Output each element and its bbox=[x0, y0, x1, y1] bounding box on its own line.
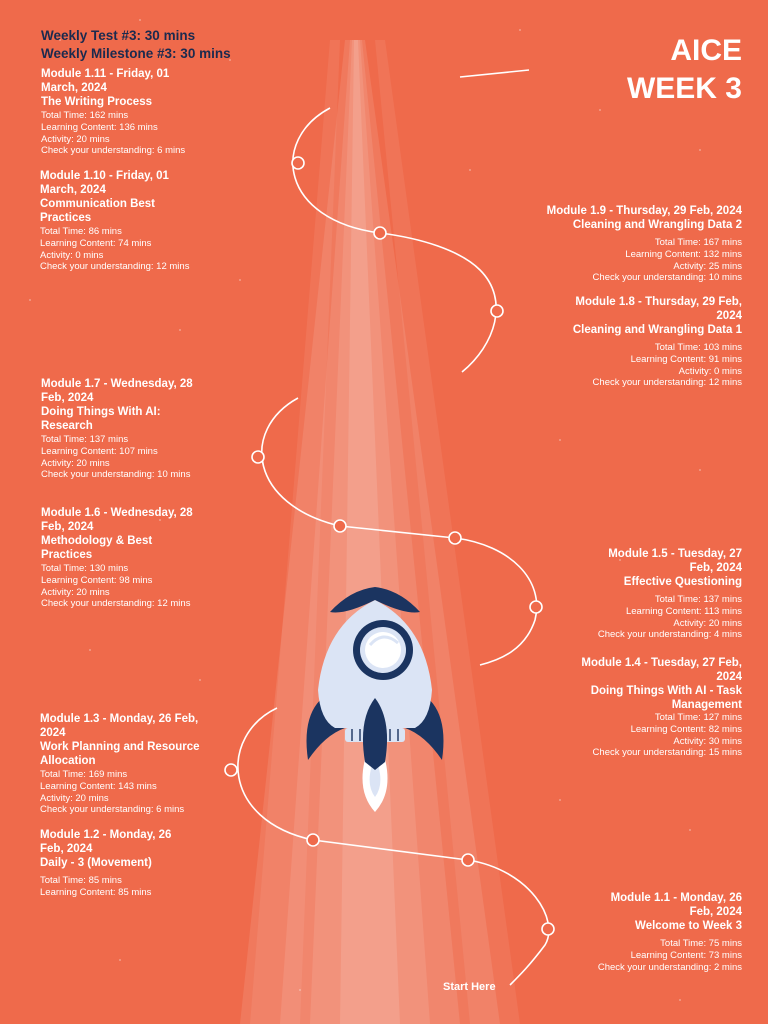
module-check-understanding: Check your understanding: 6 mins bbox=[40, 804, 185, 816]
module-total-time: Total Time: 169 mins bbox=[40, 769, 128, 780]
module-activity: Activity: 0 mins bbox=[678, 365, 742, 377]
module-activity: Activity: 20 mins bbox=[673, 617, 742, 629]
module-1-7 bbox=[41, 377, 206, 481]
module-subtitle: Doing Things With AI - Task Management bbox=[590, 685, 742, 711]
module-check-understanding: Check your understanding: 12 mins bbox=[592, 377, 742, 389]
module-check-understanding: Check your understanding: 10 mins bbox=[592, 272, 742, 284]
module-check-understanding: Check your understanding: 6 mins bbox=[41, 145, 186, 157]
module-subtitle: Cleaning and Wrangling Data 1 bbox=[572, 324, 742, 336]
module-1-1 bbox=[592, 891, 742, 973]
module-activity: Activity: 20 mins bbox=[41, 457, 110, 469]
module-1-10 bbox=[40, 169, 200, 273]
module-check-understanding: Check your understanding: 12 mins bbox=[41, 598, 191, 610]
module-1-5 bbox=[592, 547, 742, 641]
module-title: Module 1.3 - Monday, 26 Feb, 2024 bbox=[40, 713, 199, 739]
module-title: Module 1.8 - Thursday, 29 Feb, 2024 bbox=[575, 296, 742, 322]
module-activity: Activity: 20 mins bbox=[41, 133, 110, 145]
module-learning-content: Learning Content: 98 mins bbox=[41, 574, 153, 586]
module-learning-content: Learning Content: 91 mins bbox=[630, 353, 742, 365]
module-total-time: Total Time: 85 mins bbox=[40, 875, 122, 886]
module-total-time: Total Time: 127 mins bbox=[654, 712, 742, 723]
module-subtitle: Methodology & Best Practices bbox=[41, 535, 153, 561]
module-check-understanding: Check your understanding: 4 mins bbox=[597, 629, 742, 641]
module-subtitle: Cleaning and Wrangling Data 2 bbox=[572, 219, 742, 231]
weekly-milestone-label: Weekly Milestone #3: 30 mins bbox=[41, 46, 231, 61]
module-total-time: Total Time: 167 mins bbox=[654, 237, 742, 248]
module-title: Module 1.9 - Thursday, 29 Feb, 2024 bbox=[546, 205, 742, 217]
module-subtitle: The Writing Process bbox=[41, 96, 152, 108]
title-line-1: AICE bbox=[670, 34, 742, 67]
module-learning-content: Learning Content: 82 mins bbox=[630, 723, 742, 735]
module-subtitle: Communication Best Practices bbox=[40, 198, 156, 224]
module-subtitle: Work Planning and Resource Allocation bbox=[40, 741, 200, 767]
module-learning-content: Learning Content: 85 mins bbox=[40, 886, 152, 898]
module-1-8 bbox=[557, 295, 742, 389]
module-learning-content: Learning Content: 143 mins bbox=[40, 780, 157, 792]
module-1-9 bbox=[502, 204, 742, 284]
module-1-3 bbox=[40, 712, 205, 816]
module-check-understanding: Check your understanding: 10 mins bbox=[41, 469, 191, 481]
module-subtitle: Daily - 3 (Movement) bbox=[40, 857, 152, 869]
module-title: Module 1.5 - Tuesday, 27 Feb, 2024 bbox=[608, 548, 742, 574]
module-title: Module 1.10 - Friday, 01 March, 2024 bbox=[40, 170, 169, 196]
module-title: Module 1.2 - Monday, 26 Feb, 2024 bbox=[40, 829, 172, 855]
module-subtitle: Effective Questioning bbox=[623, 576, 742, 588]
module-subtitle: Welcome to Week 3 bbox=[635, 920, 742, 932]
module-total-time: Total Time: 86 mins bbox=[40, 226, 122, 237]
module-activity: Activity: 25 mins bbox=[673, 260, 742, 272]
module-learning-content: Learning Content: 113 mins bbox=[625, 605, 742, 617]
page-title bbox=[627, 32, 742, 108]
start-here-label: Start Here bbox=[443, 981, 496, 993]
module-1-11 bbox=[41, 67, 201, 157]
module-learning-content: Learning Content: 74 mins bbox=[40, 237, 152, 249]
module-title: Module 1.1 - Monday, 26 Feb, 2024 bbox=[610, 892, 742, 918]
module-1-4 bbox=[577, 656, 742, 759]
module-total-time: Total Time: 137 mins bbox=[654, 594, 742, 605]
module-title: Module 1.11 - Friday, 01 March, 2024 bbox=[41, 68, 170, 94]
module-activity: Activity: 20 mins bbox=[41, 586, 110, 598]
title-line-2: WEEK 3 bbox=[626, 72, 742, 105]
module-learning-content: Learning Content: 73 mins bbox=[630, 949, 742, 961]
module-learning-content: Learning Content: 132 mins bbox=[625, 248, 742, 260]
module-check-understanding: Check your understanding: 2 mins bbox=[597, 961, 742, 973]
module-total-time: Total Time: 103 mins bbox=[654, 342, 742, 353]
light-beams bbox=[240, 40, 520, 1024]
module-total-time: Total Time: 162 mins bbox=[41, 110, 129, 121]
module-learning-content: Learning Content: 107 mins bbox=[41, 445, 158, 457]
module-1-2 bbox=[40, 828, 190, 899]
module-title: Module 1.4 - Tuesday, 27 Feb, 2024 bbox=[581, 657, 742, 683]
module-subtitle: Doing Things With AI: Research bbox=[41, 406, 161, 432]
module-1-6 bbox=[41, 506, 206, 610]
module-check-understanding: Check your understanding: 12 mins bbox=[40, 261, 190, 273]
module-total-time: Total Time: 130 mins bbox=[41, 563, 129, 574]
module-total-time: Total Time: 137 mins bbox=[41, 434, 129, 445]
module-activity: Activity: 0 mins bbox=[40, 249, 104, 261]
module-total-time: Total Time: 75 mins bbox=[660, 938, 742, 949]
weekly-test-label: Weekly Test #3: 30 mins bbox=[41, 28, 196, 43]
module-check-understanding: Check your understanding: 15 mins bbox=[592, 747, 742, 759]
module-learning-content: Learning Content: 136 mins bbox=[41, 121, 158, 133]
module-title: Module 1.7 - Wednesday, 28 Feb, 2024 bbox=[41, 378, 193, 404]
module-activity: Activity: 20 mins bbox=[40, 792, 109, 804]
module-title: Module 1.6 - Wednesday, 28 Feb, 2024 bbox=[41, 507, 193, 533]
module-activity: Activity: 30 mins bbox=[673, 735, 742, 747]
